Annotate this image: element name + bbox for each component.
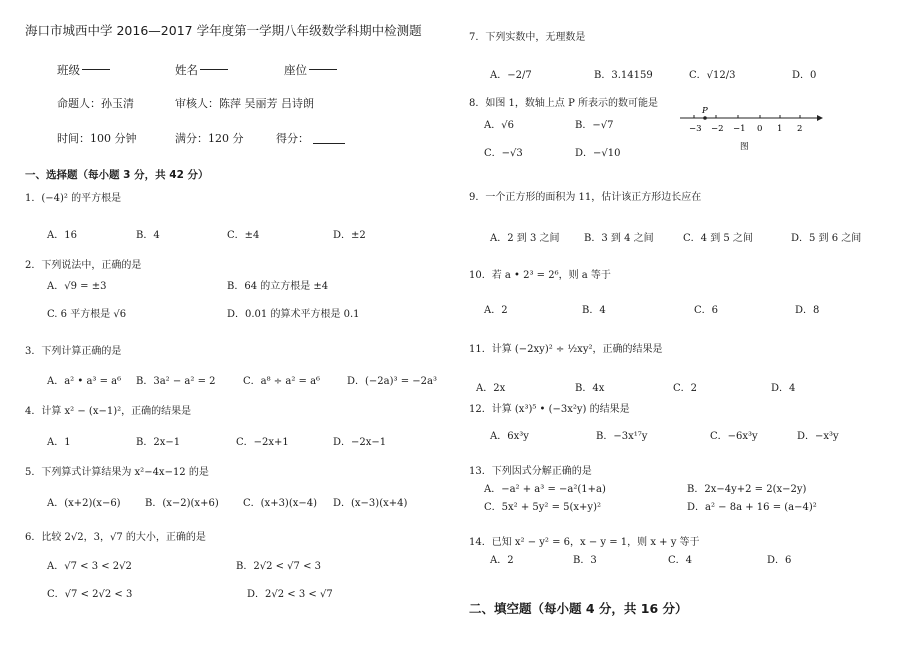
q5-option-b[interactable]: B．(x−2)(x+6) (145, 498, 219, 509)
q13-option-d[interactable]: D．a² − 8a + 16 = (a−4)² (687, 502, 817, 513)
question-13-stem: 13．下列因式分解正确的是 (469, 466, 592, 477)
q8-option-c[interactable]: C．−√3 (484, 148, 523, 159)
q12-option-d[interactable]: D．−x³y (797, 431, 839, 442)
q9-option-c[interactable]: C．4 到 5 之间 (683, 233, 753, 244)
q12-option-c[interactable]: C．−6x³y (710, 431, 758, 442)
q14-option-b[interactable]: B．3 (573, 555, 597, 566)
section-2-title: 二、填空题（每小题 4 分，共 16 分） (469, 601, 688, 616)
question-8-stem: 8．如图 1，数轴上点 P 所表示的数可能是 (469, 98, 658, 109)
q6-option-b[interactable]: B．2√2 < √7 < 3 (236, 561, 322, 572)
q14-option-a[interactable]: A．2 (490, 555, 514, 566)
point-p-label: P (702, 106, 708, 116)
class-field (57, 63, 110, 77)
q7-option-a[interactable]: A．−2/7 (490, 70, 532, 81)
tick-label: 2 (797, 124, 803, 134)
time-line: 时间：100 分钟 (57, 132, 137, 145)
q2-option-b[interactable]: B．64 的立方根是 ±4 (227, 281, 329, 292)
q1-option-d[interactable]: D．±2 (333, 230, 366, 241)
name-blank[interactable] (200, 69, 228, 70)
q4-option-b[interactable]: B．2x−1 (136, 437, 181, 448)
question-6-stem: 6．比较 2√2，3，√7 的大小，正确的是 (25, 532, 206, 543)
q11-option-b[interactable]: B．4x (575, 383, 605, 394)
seat-blank[interactable] (309, 69, 337, 70)
q14-option-c[interactable]: C．4 (668, 555, 693, 566)
figure-caption: 图 (740, 142, 749, 152)
q9-option-b[interactable]: B．3 到 4 之间 (584, 233, 654, 244)
q11-option-c[interactable]: C．2 (673, 383, 698, 394)
q5-option-d[interactable]: D．(x−3)(x+4) (333, 498, 408, 509)
question-14-stem: 14．已知 x² − y² = 6，x − y = 1，则 x + y 等于 (469, 537, 700, 548)
section-1-title: 一、选择题（每小题 3 分，共 42 分） (25, 169, 209, 181)
full-score-line: 满分：120 分 (175, 132, 244, 145)
q4-option-c[interactable]: C．−2x+1 (236, 437, 289, 448)
author-line: 命题人：孙玉清 (57, 97, 134, 110)
q11-option-d[interactable]: D．4 (771, 383, 796, 394)
q2-option-d[interactable]: D．0.01 的算术平方根是 0.1 (227, 309, 360, 320)
q1-option-c[interactable]: C．±4 (227, 230, 260, 241)
q3-option-a[interactable]: A．a² • a³ = a⁶ (47, 376, 122, 387)
q9-option-d[interactable]: D．5 到 6 之间 (791, 233, 862, 244)
number-line-figure (676, 104, 826, 156)
q6-option-a[interactable]: A．√7 < 3 < 2√2 (47, 561, 132, 572)
class-label: 班级 (57, 63, 80, 77)
q7-option-d[interactable]: D．0 (792, 70, 817, 81)
question-2-stem: 2．下列说法中，正确的是 (25, 260, 142, 271)
q1-option-a[interactable]: A．16 (47, 230, 77, 241)
seat-label: 座位 (284, 63, 307, 77)
q10-option-a[interactable]: A．2 (484, 305, 508, 316)
q6-option-c[interactable]: C．√7 < 2√2 < 3 (47, 589, 133, 600)
q3-option-d[interactable]: D．(−2a)³ = −2a³ (347, 376, 437, 387)
question-7-stem: 7．下列实数中，无理数是 (469, 32, 586, 43)
q7-option-b[interactable]: B．3.14159 (594, 70, 653, 81)
question-12-stem: 12．计算 (x³)⁵ • (−3x²y) 的结果是 (469, 404, 630, 415)
q12-option-a[interactable]: A．6x³y (490, 431, 529, 442)
q2-option-c[interactable]: C. 6 平方根是 √6 (47, 309, 127, 320)
q3-option-c[interactable]: C．a⁸ ÷ a² = a⁶ (243, 376, 321, 387)
seat-field (284, 63, 337, 77)
q10-option-d[interactable]: D．8 (795, 305, 820, 316)
question-3-stem: 3．下列计算正确的是 (25, 346, 122, 357)
q4-option-a[interactable]: A．1 (47, 437, 71, 448)
score-label: 得分： (276, 132, 309, 145)
score-blank[interactable] (313, 143, 345, 144)
tick-label: −1 (733, 124, 746, 134)
q6-option-d[interactable]: D．2√2 < 3 < √7 (247, 589, 333, 600)
tick-label: −3 (689, 124, 702, 134)
q8-option-b[interactable]: B．−√7 (575, 120, 614, 131)
question-10-stem: 10．若 a • 2³ = 2⁶，则 a 等于 (469, 270, 611, 281)
q7-option-c[interactable]: C．√12/3 (689, 70, 736, 81)
q5-option-a[interactable]: A．(x+2)(x−6) (47, 498, 121, 509)
q1-option-b[interactable]: B．4 (136, 230, 160, 241)
q10-option-b[interactable]: B．4 (582, 305, 606, 316)
q4-option-d[interactable]: D．−2x−1 (333, 437, 387, 448)
q2-option-a[interactable]: A．√9 = ±3 (47, 281, 107, 292)
exam-title: 海口市城西中学 2016—2017 学年度第一学期八年级数学科期中检测题 (25, 23, 422, 38)
question-5-stem: 5．下列算式计算结果为 x²−4x−12 的是 (25, 467, 209, 478)
q10-option-c[interactable]: C．6 (694, 305, 719, 316)
point-p-dot (703, 116, 707, 120)
number-line-arrow-icon (817, 115, 823, 121)
q12-option-b[interactable]: B．−3x¹⁷y (596, 431, 648, 442)
tick-label: −2 (711, 124, 724, 134)
class-blank[interactable] (82, 69, 110, 70)
score-field (276, 132, 345, 146)
q13-option-b[interactable]: B．2x−4y+2 = 2(x−2y) (687, 484, 807, 495)
q9-option-a[interactable]: A．2 到 3 之间 (490, 233, 560, 244)
q8-option-a[interactable]: A．√6 (484, 120, 514, 131)
q13-option-a[interactable]: A．−a² + a³ = −a²(1+a) (484, 484, 606, 495)
q11-option-a[interactable]: A．2x (476, 383, 506, 394)
tick-label: 1 (777, 124, 783, 134)
question-11-stem: 11．计算 (−2xy)² ÷ ½xy²，正确的结果是 (469, 344, 663, 355)
q13-option-c[interactable]: C．5x² + 5y² = 5(x+y)² (484, 502, 601, 513)
question-9-stem: 9．一个正方形的面积为 11，估计该正方形边长应在 (469, 192, 702, 203)
question-4-stem: 4．计算 x² − (x−1)²，正确的结果是 (25, 406, 192, 417)
tick-label: 0 (757, 124, 763, 134)
q14-option-d[interactable]: D．6 (767, 555, 792, 566)
q8-option-d[interactable]: D．−√10 (575, 148, 621, 159)
name-field (175, 63, 228, 77)
name-label: 姓名 (175, 63, 198, 77)
question-1-stem: 1．(−4)² 的平方根是 (25, 193, 122, 204)
q5-option-c[interactable]: C．(x+3)(x−4) (243, 498, 318, 509)
reviewer-line: 审核人：陈萍 吴丽芳 吕诗朗 (175, 97, 314, 110)
q3-option-b[interactable]: B．3a² − a² = 2 (136, 376, 216, 387)
